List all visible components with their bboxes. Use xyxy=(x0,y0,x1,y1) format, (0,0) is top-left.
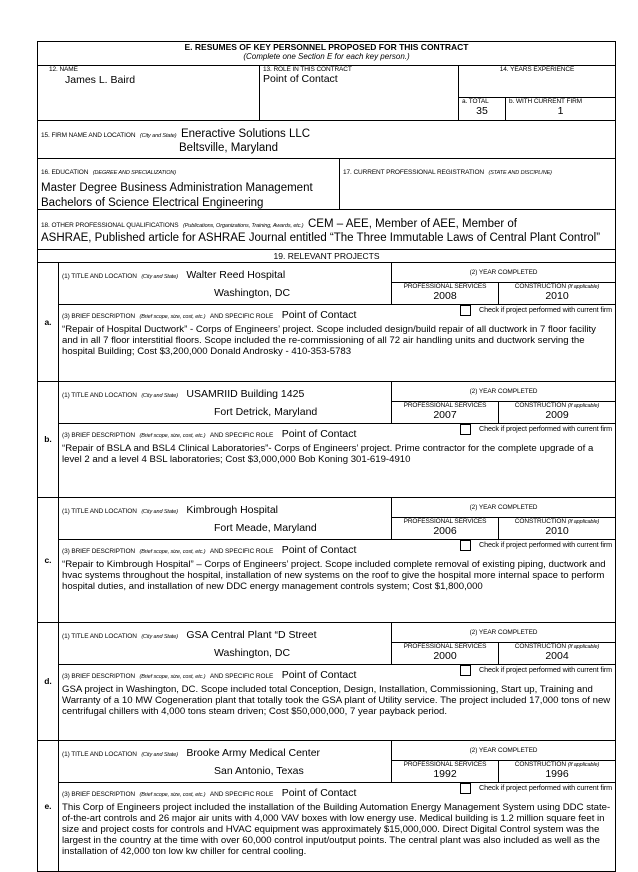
current-firm-checkbox[interactable] xyxy=(460,424,471,435)
current-firm-check-label: Check if project performed with current firm xyxy=(479,540,613,550)
construction-year: 1996 xyxy=(545,768,569,780)
role-cell xyxy=(260,66,459,121)
project-a xyxy=(37,262,616,382)
project-letter: b. xyxy=(38,381,59,498)
current-firm-checkbox[interactable] xyxy=(460,783,471,794)
brief-desc-hint: (Brief scope, size, cost, etc.) xyxy=(139,549,206,555)
role-label: 13. ROLE IN THIS CONTRACT xyxy=(263,66,352,73)
firm-name: Eneractive Solutions LLC xyxy=(180,128,311,140)
brief-desc-label: (3) BRIEF DESCRIPTION xyxy=(62,548,136,555)
project-e xyxy=(37,740,616,872)
firm-years-cell xyxy=(506,98,616,121)
brief-description-header xyxy=(59,664,616,683)
project-title: Walter Reed Hospital xyxy=(186,269,286,281)
education-item-1: Master Degree Business Administration Management xyxy=(41,182,313,194)
construction-label: CONSTRUCTION xyxy=(514,283,566,290)
construction-label: CONSTRUCTION xyxy=(514,642,566,650)
registration-hint: (STATE AND DISCIPLINE) xyxy=(488,170,552,176)
project-letter: e. xyxy=(38,741,59,872)
qualifications-hint: (Publications, Organizations, Training, Awards, etc.) xyxy=(182,223,304,229)
firm-years-label: b. WITH CURRENT FIRM xyxy=(509,98,582,105)
project-description: This Corp of Engineers project included the installation of the Building Automation Energy Management System using DDC state-of-the-art controls and 26 major air units with 4,000 VAV boxes with low energy use. Medical building is 1.2 million square feet in size and project costs for controls and HVAC equipment was approximately $15,000,000. Direct Digital Control system was the largest in the country at the time with over 60,000 control input/output points. The central plant was also included as well as the installation of 42,000 ton low kw chiller for central cooling. xyxy=(59,801,616,871)
total-years-value: 35 xyxy=(476,105,488,117)
current-firm-checkbox[interactable] xyxy=(460,665,471,676)
brief-desc-tail: AND SPECIFIC ROLE xyxy=(209,548,274,555)
construction-label: CONSTRUCTION xyxy=(514,518,566,525)
project-location: San Antonio, Texas xyxy=(214,765,304,777)
construction-cell xyxy=(499,642,616,664)
title-location-hint: (City and State) xyxy=(141,633,178,640)
project-role: Point of Contact xyxy=(281,668,357,681)
qualifications-line-1: CEM – AEE, Member of AEE, Member of xyxy=(307,218,517,230)
form-title: E. RESUMES OF KEY PERSONNEL PROPOSED FOR THIS CONTRACT xyxy=(184,42,469,52)
project-location: Fort Meade, Maryland xyxy=(214,522,317,534)
year-completed-label: (2) YEAR COMPLETED xyxy=(392,622,616,642)
project-location: Fort Detrick, Maryland xyxy=(214,405,318,418)
project-title: USAMRIID Building 1425 xyxy=(186,387,305,400)
prof-services-label: PROFESSIONAL SERVICES xyxy=(403,401,487,409)
brief-desc-hint: (Brief scope, size, cost, etc.) xyxy=(139,792,206,798)
prof-services-cell xyxy=(392,401,499,423)
prof-services-label: PROFESSIONAL SERVICES xyxy=(403,642,487,650)
prof-services-label: PROFESSIONAL SERVICES xyxy=(403,518,487,525)
education-table xyxy=(37,158,616,263)
education-item-2: Bachelors of Science Electrical Engineering xyxy=(41,197,264,209)
title-location-label: (1) TITLE AND LOCATION xyxy=(62,273,137,280)
brief-desc-label: (3) BRIEF DESCRIPTION xyxy=(62,791,136,798)
firm-label-hint: (City and State) xyxy=(139,133,177,139)
project-title: Kimbrough Hospital xyxy=(186,504,279,516)
total-years-cell xyxy=(459,98,506,121)
total-years-label: a. TOTAL xyxy=(462,98,489,105)
project-role: Point of Contact xyxy=(281,309,357,321)
construction-year: 2010 xyxy=(545,290,569,302)
firm-years-value: 1 xyxy=(557,105,564,117)
projects-list xyxy=(37,262,615,872)
brief-desc-label: (3) BRIEF DESCRIPTION xyxy=(62,431,136,439)
prof-services-year: 2006 xyxy=(433,525,457,537)
current-firm-check-label: Check if project performed with current firm xyxy=(479,305,613,315)
title-location-hint: (City and State) xyxy=(141,509,178,515)
form-subtitle: (Complete one Section E for each key person.) xyxy=(243,52,410,61)
project-role: Point of Contact xyxy=(281,787,357,799)
construction-year: 2004 xyxy=(545,649,569,662)
prof-services-cell xyxy=(392,761,499,783)
project-letter: c. xyxy=(38,498,59,623)
education-label: 16. EDUCATION xyxy=(41,169,89,176)
name-value: James L. Baird xyxy=(65,74,136,86)
personnel-table xyxy=(37,41,616,159)
project-location: Washington, DC xyxy=(214,646,291,659)
project-title-cell xyxy=(59,381,392,423)
project-role: Point of Contact xyxy=(281,427,357,440)
construction-label: CONSTRUCTION xyxy=(514,761,566,768)
current-firm-checkbox[interactable] xyxy=(460,540,471,551)
project-role: Point of Contact xyxy=(281,544,357,556)
years-label: 14. YEARS EXPERIENCE xyxy=(459,66,616,98)
brief-desc-label: (3) BRIEF DESCRIPTION xyxy=(62,672,136,680)
construction-cell xyxy=(499,518,616,540)
brief-description-header xyxy=(59,540,616,559)
prof-services-year: 2007 xyxy=(433,408,457,421)
project-d xyxy=(37,622,616,742)
title-location-hint: (City and State) xyxy=(141,752,178,758)
title-location-label: (1) TITLE AND LOCATION xyxy=(62,391,137,399)
prof-services-label: PROFESSIONAL SERVICES xyxy=(403,761,487,768)
brief-desc-tail: AND SPECIFIC ROLE xyxy=(209,431,274,439)
current-firm-check-label: Check if project performed with current firm xyxy=(479,783,613,793)
relevant-projects-header: 19. RELEVANT PROJECTS xyxy=(38,250,616,263)
resume-form xyxy=(37,41,615,872)
brief-desc-tail: AND SPECIFIC ROLE xyxy=(209,791,274,798)
year-completed-label: (2) YEAR COMPLETED xyxy=(392,741,616,761)
brief-desc-tail: AND SPECIFIC ROLE xyxy=(209,672,274,680)
title-location-label: (1) TITLE AND LOCATION xyxy=(62,632,137,640)
brief-desc-label: (3) BRIEF DESCRIPTION xyxy=(62,313,136,320)
prof-services-year: 2000 xyxy=(433,649,457,662)
construction-hint: (If applicable) xyxy=(567,643,600,650)
firm-label: 15. FIRM NAME AND LOCATION xyxy=(41,132,136,139)
project-title-cell xyxy=(59,741,392,783)
construction-hint: (If applicable) xyxy=(567,402,600,409)
project-description: “Repair to Kimbrough Hospital” – Corps of Engineers’ project. Scope included complete removal of existing piping, ductwork and hvac systems throughout the hospital, installation of new systems on the roof to give the hospital more internal space to perform hospital duties, and installation of new DDC energy management controls system; Cost $1,800,000 xyxy=(59,558,616,622)
project-title: GSA Central Plant “D Street xyxy=(186,628,317,641)
construction-label: CONSTRUCTION xyxy=(514,401,566,409)
project-title-cell xyxy=(59,498,392,540)
current-firm-checkbox[interactable] xyxy=(460,305,471,316)
prof-services-label: PROFESSIONAL SERVICES xyxy=(403,283,487,290)
project-c xyxy=(37,497,616,623)
construction-hint: (If applicable) xyxy=(567,284,600,290)
brief-desc-hint: (Brief scope, size, cost, etc.) xyxy=(139,314,206,320)
prof-services-cell xyxy=(392,283,499,305)
construction-year: 2009 xyxy=(545,408,569,421)
brief-desc-hint: (Brief scope, size, cost, etc.) xyxy=(139,673,206,680)
education-cell xyxy=(38,159,340,210)
project-location: Washington, DC xyxy=(214,287,291,299)
qualifications-line-2: ASHRAE, Published article for ASHRAE Journal entitled “The Three Immutable Laws of Central Plant Control” xyxy=(41,232,601,244)
registration-label: 17. CURRENT PROFESSIONAL REGISTRATION xyxy=(343,169,485,176)
prof-services-year: 1992 xyxy=(433,768,457,780)
construction-cell xyxy=(499,761,616,783)
construction-cell xyxy=(499,283,616,305)
name-cell xyxy=(38,66,260,121)
project-letter: a. xyxy=(38,263,59,382)
brief-description-header xyxy=(59,423,616,442)
brief-description-header xyxy=(59,305,616,324)
project-letter: d. xyxy=(38,622,59,741)
brief-description-header xyxy=(59,783,616,802)
title-location-label: (1) TITLE AND LOCATION xyxy=(62,508,137,515)
project-description: “Repair of BSLA and BSL4 Clinical Laboratories”- Corps of Engineers’ project. Prime contractor for the complete upgrade of a level 2 and a level 4 BSL laboratories; Cost $3,000,000 Bob Koning 301-619-4910 xyxy=(59,442,616,498)
prof-services-cell xyxy=(392,642,499,664)
prof-services-year: 2008 xyxy=(433,290,457,302)
name-label: 12. NAME xyxy=(49,66,78,73)
current-firm-check-label: Check if project performed with current firm xyxy=(479,423,613,433)
construction-hint: (If applicable) xyxy=(567,762,600,768)
brief-desc-hint: (Brief scope, size, cost, etc.) xyxy=(139,432,206,439)
firm-location: Beltsville, Maryland xyxy=(179,142,279,154)
project-description: GSA project in Washington, DC. Scope included total Conception, Design, Installation, Commissioning, Start up, Training and Warranty of a 10 MW Cogeneration plant that totally took the GSA plant of Utility service. The project included 17,000 tons of new centrifugal chillers with 4,000 tons steam driven; Cost $50,000,000, 7 year payback period. xyxy=(59,683,616,741)
project-title: Brooke Army Medical Center xyxy=(186,747,321,759)
form-header xyxy=(38,42,616,66)
project-title-cell xyxy=(59,622,392,664)
construction-hint: (If applicable) xyxy=(567,519,600,525)
year-completed-label: (2) YEAR COMPLETED xyxy=(392,498,616,518)
prof-services-cell xyxy=(392,518,499,540)
title-location-label: (1) TITLE AND LOCATION xyxy=(62,751,137,758)
education-hint: (DEGREE AND SPECIALIZATION) xyxy=(92,170,176,176)
construction-cell xyxy=(499,401,616,423)
project-b xyxy=(37,381,616,499)
brief-desc-tail: AND SPECIFIC ROLE xyxy=(209,313,274,320)
current-firm-check-label: Check if project performed with current firm xyxy=(479,664,613,674)
year-completed-label: (2) YEAR COMPLETED xyxy=(392,381,616,401)
title-location-hint: (City and State) xyxy=(141,274,178,280)
role-value: Point of Contact xyxy=(263,73,338,85)
qualifications-label: 18. OTHER PROFESSIONAL QUALIFICATIONS xyxy=(41,222,179,229)
project-title-cell xyxy=(59,263,392,305)
registration-cell xyxy=(340,159,616,210)
construction-year: 2010 xyxy=(545,525,569,537)
firm-cell xyxy=(38,121,616,159)
project-description: “Repair of Hospital Ductwork” - Corps of Engineers’ project. Scope included design/build repair of all ductwork in 7 floor facility and in all 7 floor interstitial floors. Scope included the re-commissioning of all 72 air handling units and ductwork serving the hospital Building; Cost $3,200,000 Donald Androsky - 410-353-5783 xyxy=(59,323,616,381)
year-completed-label: (2) YEAR COMPLETED xyxy=(392,263,616,283)
qualifications-cell xyxy=(38,210,616,250)
title-location-hint: (City and State) xyxy=(141,392,178,399)
